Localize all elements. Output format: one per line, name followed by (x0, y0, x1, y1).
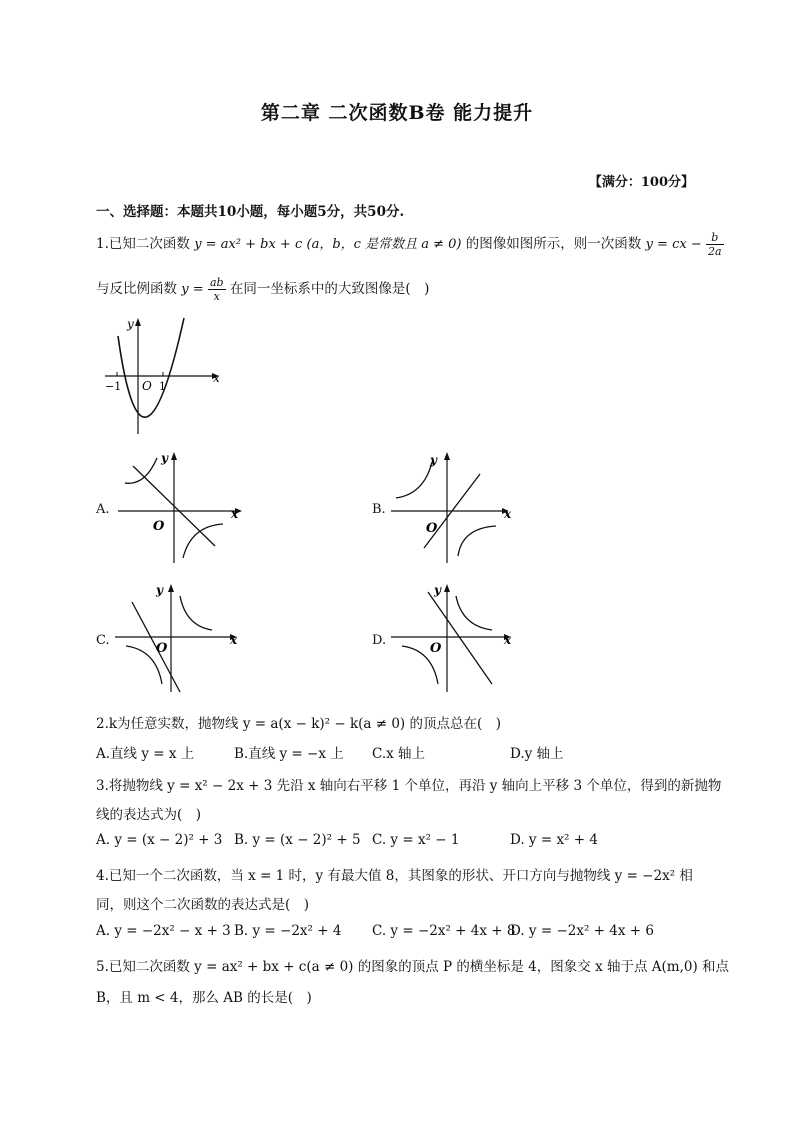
origin-label: O (153, 519, 165, 534)
linear-line (428, 592, 492, 684)
q4-stem-line2: 同，则这个二次函数的表达式是( ) (96, 897, 310, 913)
y-arrow (444, 452, 450, 460)
origin-label: O (430, 641, 442, 656)
q5-stem-line1: 5.已知二次函数 y = ax² + bx + c(a ≠ 0) 的图象的顶点 P 的横坐标是 4，图象交 x 轴于点 A(m,0) 和点 (96, 959, 730, 975)
q4-option-c[interactable]: C. y = −2x² + 4x + 8 (372, 923, 516, 939)
q5-stem-line2: B，且 m < 4，那么 AB 的长是( ) (96, 990, 312, 1006)
y-arrow (135, 318, 141, 326)
neg1-label: −1 (105, 380, 122, 393)
q1-line1 (96, 231, 724, 258)
hyperbola-branch-1 (456, 596, 492, 630)
option-b-graph[interactable] (388, 448, 528, 568)
frac-num: b (706, 231, 724, 245)
q1-linear: y = cx − (645, 237, 702, 252)
y-label: y (430, 453, 437, 467)
q3-option-d[interactable]: D. y = x² + 4 (510, 832, 598, 848)
q1-parabola-graph (100, 312, 230, 437)
y-arrow (168, 584, 174, 592)
page-title: 第二章 二次函数B卷 能力提升 (260, 102, 534, 124)
y-label: y (156, 583, 163, 597)
q3-option-a[interactable]: A. y = (x − 2)² + 3 (96, 832, 223, 848)
y-label: y (127, 317, 134, 331)
option-a-graph[interactable] (115, 448, 255, 568)
q4-option-b[interactable]: B. y = −2x² + 4 (234, 923, 342, 939)
q1-line2 (96, 276, 429, 303)
x-label: x (213, 371, 220, 385)
q1-prefix2: 与反比例函数 (96, 281, 177, 297)
y-label: y (434, 583, 441, 597)
q3-stem-line1: 3.将抛物线 y = x² − 2x + 3 先沿 x 轴向右平移 1 个单位，再沿 y 轴向上平移 3 个单位，得到的新抛物 (96, 778, 722, 794)
x-label: x (230, 633, 238, 647)
full-score-label: 【满分：100分】 (588, 175, 694, 190)
section-heading: 一、选择题：本题共10小题，每小题5分，共50分. (96, 204, 405, 220)
q1-condition: (a，b，c 是常数且 a ≠ 0) (306, 237, 462, 252)
q1-text2: 在同一坐标系中的大致图像是( ) (229, 281, 430, 297)
q4-stem-line1: 4.已知一个二次函数，当 x = 1 时，y 有最大值 8，其图象的形状、开口方向与抛物线 y = −2x² 相 (96, 868, 693, 884)
option-c-label[interactable]: C. (96, 633, 110, 648)
q3-option-b[interactable]: B. y = (x − 2)² + 5 (234, 832, 361, 848)
option-b-label[interactable]: B. (372, 502, 386, 517)
q2-option-d[interactable]: D.y 轴上 (510, 746, 564, 762)
y-arrow (444, 584, 450, 592)
q2-option-b[interactable]: B.直线 y = −x 上 (234, 746, 344, 762)
y-arrow (171, 452, 177, 460)
hyperbola-branch-2 (396, 462, 432, 498)
frac-num: ab (209, 276, 224, 289)
q2-option-a[interactable]: A.直线 y = x 上 (96, 746, 195, 762)
option-d-graph[interactable] (388, 580, 528, 700)
q2-stem: 2.k为任意实数，抛物线 y = a(x − k)² − k(a ≠ 0) 的顶点总在( ) (96, 716, 502, 732)
y-label: y (161, 451, 168, 465)
q4-option-d[interactable]: D. y = −2x² + 4x + 6 (510, 923, 654, 939)
hyperbola-branch-4 (458, 526, 496, 556)
hyperbola-branch-2 (125, 458, 157, 483)
q2-option-c[interactable]: C.x 轴上 (372, 746, 426, 762)
x-label: x (504, 633, 512, 647)
option-a-label[interactable]: A. (96, 502, 110, 517)
hyperbola-branch-4 (183, 524, 223, 558)
origin-label: O (142, 379, 152, 393)
frac-den: 2a (708, 245, 722, 258)
origin-label: O (156, 641, 168, 656)
q1-prefix: 1.已知二次函数 (96, 236, 190, 252)
frac-den: x (213, 290, 220, 303)
q1-quadratic: y = ax² + bx + c (194, 237, 303, 252)
q1-fraction-ab-x (208, 276, 226, 303)
option-c-graph[interactable] (112, 580, 252, 700)
one-label: 1 (159, 380, 166, 393)
x-label: x (231, 507, 239, 521)
q1-inverse: y = (181, 282, 204, 297)
hyperbola-branch-1 (180, 596, 212, 630)
parabola-curve (118, 318, 184, 417)
origin-label: O (426, 521, 438, 536)
option-d-label[interactable]: D. (372, 633, 387, 648)
q1-text: 的图像如图所示，则一次函数 (465, 236, 642, 252)
x-label: x (504, 507, 512, 521)
q1-fraction-b-2a (706, 231, 724, 258)
q3-option-c[interactable]: C. y = x² − 1 (372, 832, 460, 848)
q4-option-a[interactable]: A. y = −2x² − x + 3 (96, 923, 231, 939)
q3-stem-line2: 线的表达式为( ) (96, 807, 202, 823)
